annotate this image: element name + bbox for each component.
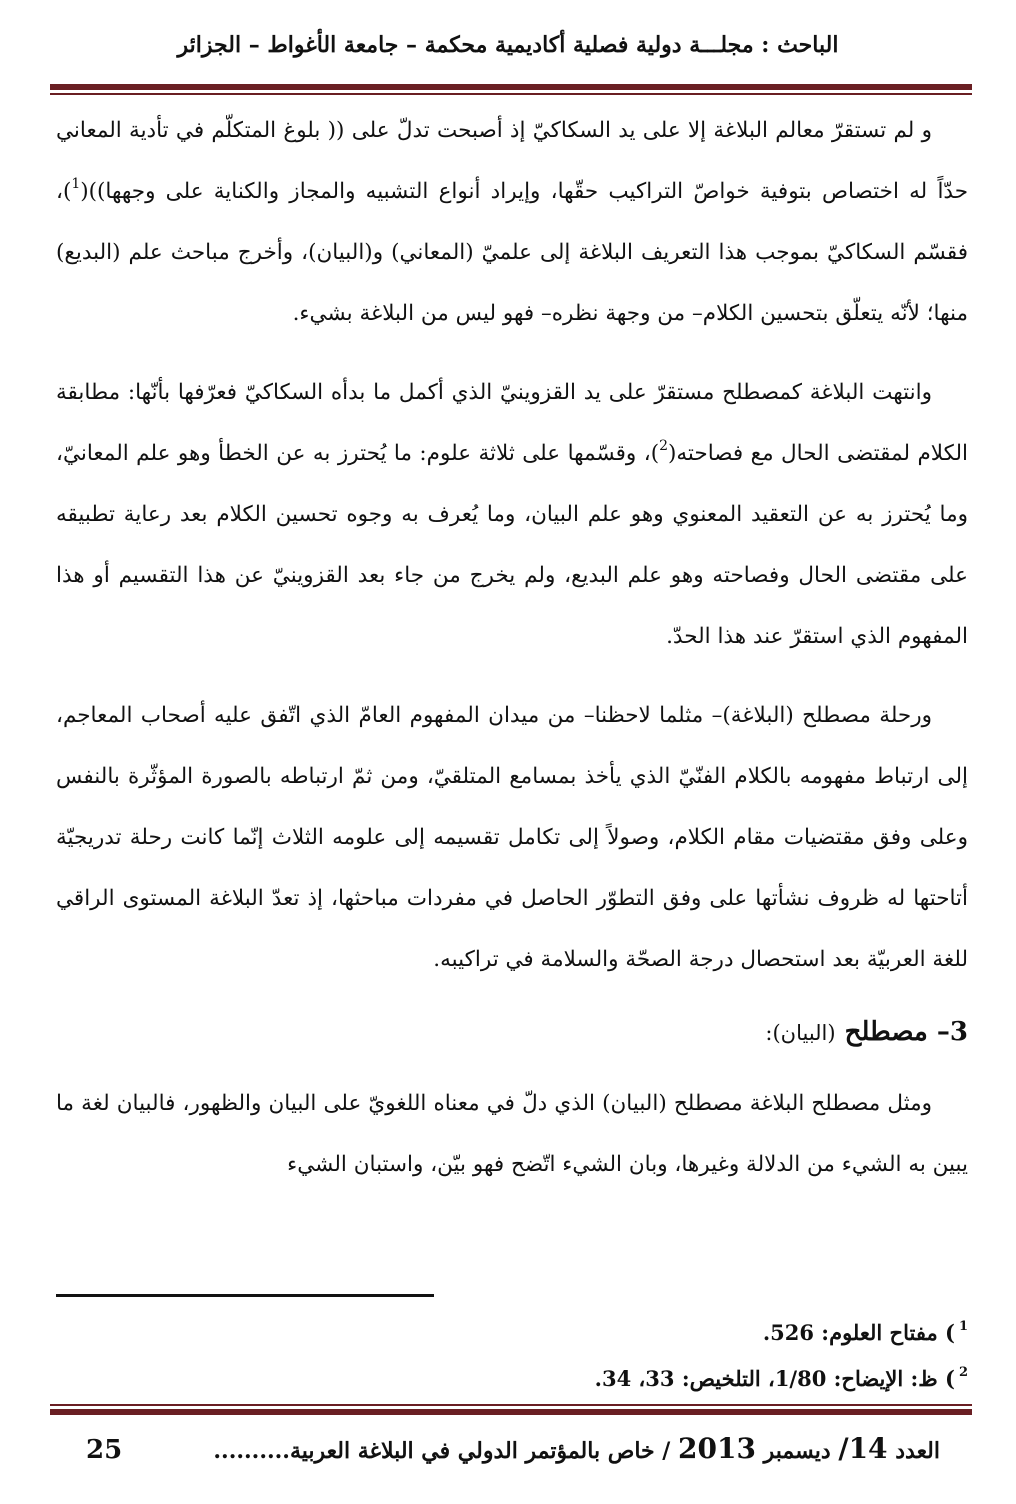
- page-footer: [86, 1432, 940, 1465]
- footnote-ref-1: 1: [71, 176, 81, 192]
- footnote-ref-2: 2: [659, 438, 669, 454]
- page-number: 25: [86, 1435, 123, 1465]
- footnote-2: $^2$) ظ: الإيضاح: 1/80، التلخيص: 33، 34.: [594, 1365, 968, 1391]
- paragraph-3: ورحلة مصطلح (البلاغة)– مثلما لاحظنا– من ميدان المفهوم العامّ الذي اتّفق عليه أصحاب المعاجم، إلى ارتباط مفهومه بالكلام الفنّيّ الذي يأخذ بمسامع المتلقيّ، ومن ثمّ ارتباطه بالصورة المؤثّرة بالنفس وعلى وفق مقتضيات مقام الكلام، وصولاً إلى تكامل تقسيمه إلى علومه الثلاث إنّما كانت رحلة تدريجيّة أتاحتها له ظروف نشأتها على وفق التطوّر الحاصل في مفردات مباحثها، إذ تعدّ البلاغة المستوى الراقي للغة العربيّة بعد استحصال درجة الصحّة والسلامة في تراكيبه.: [56, 703, 968, 972]
- running-header: الباحث : مجلـــة دولية فصلية أكاديمية محكمة – جامعة الأغواط – الجزائر: [177, 32, 839, 58]
- paragraph-1: و لم تستقرّ معالم البلاغة إلا على يد السكاكيّ إذ أصبحت تدلّ على (( بلوغ المتكلّم في تأدية المعاني حدّاً له اختصاص بتوفية خواصّ التراكيب حقّها، وإيراد أنواع التشبيه والمجاز والكناية على وجهها))($^1$)، فقسّم السكاكيّ بموجب هذا التعريف البلاغة إلى علميّ (المعاني) و(البيان)، وأخرج مباحث علم (البديع) منها؛ لأنّه يتعلّق بتحسين الكلام– من وجهة نظره– فهو ليس من البلاغة بشيء.: [56, 118, 968, 326]
- footer-rule-thin: [50, 1404, 972, 1406]
- header-rule-thick: [50, 84, 972, 90]
- paragraph-2: وانتهت البلاغة كمصطلح مستقرّ على يد القزوينيّ الذي أكمل ما بدأه السكاكيّ فعرّفها بأنّها: مطابقة الكلام لمقتضى الحال مع فصاحته($^2$)، وقسّمها على ثلاثة علوم: ما يُحترز به عن الخطأ وهو علم المعانيّ، وما يُحترز به عن التعقيد المعنوي وهو علم البيان، وما يُعرف به وجوه تحسين الكلام بعد رعاية تطبيقه على مقتضى الحال وفصاحته وهو علم البديع، ولم يخرج من جاء بعد القزوينيّ عن هذا التقسيم أو هذا المفهوم الذي استقرّ عند هذا الحدّ.: [56, 380, 968, 649]
- section-heading: 3– مصطلح (البيان):: [765, 1017, 968, 1047]
- section-heading-sub: (البيان):: [765, 1021, 836, 1045]
- footnote-1: $^1$) مفتاح العلوم: 526.: [762, 1319, 968, 1345]
- paragraph-4: ومثل مصطلح البلاغة مصطلح (البيان) الذي دلّ في معناه اللغويّ على البيان والظهور، فالبيان لغة ما يبين به الشيء من الدلالة وغيرها، وبان الشيء اتّضح فهو بيّن، واستبان الشيء: [56, 1091, 968, 1177]
- footnotes: [56, 1310, 968, 1402]
- footer-rule-thick: [50, 1409, 972, 1415]
- body-text: [56, 100, 968, 1195]
- header-rule-thin: [50, 93, 972, 95]
- footer-issue-info: العدد 14/ ديسمبر 2013 / خاص بالمؤتمر الدولي في البلاغة العربية..........: [213, 1432, 940, 1465]
- footnote-separator: [56, 1294, 434, 1297]
